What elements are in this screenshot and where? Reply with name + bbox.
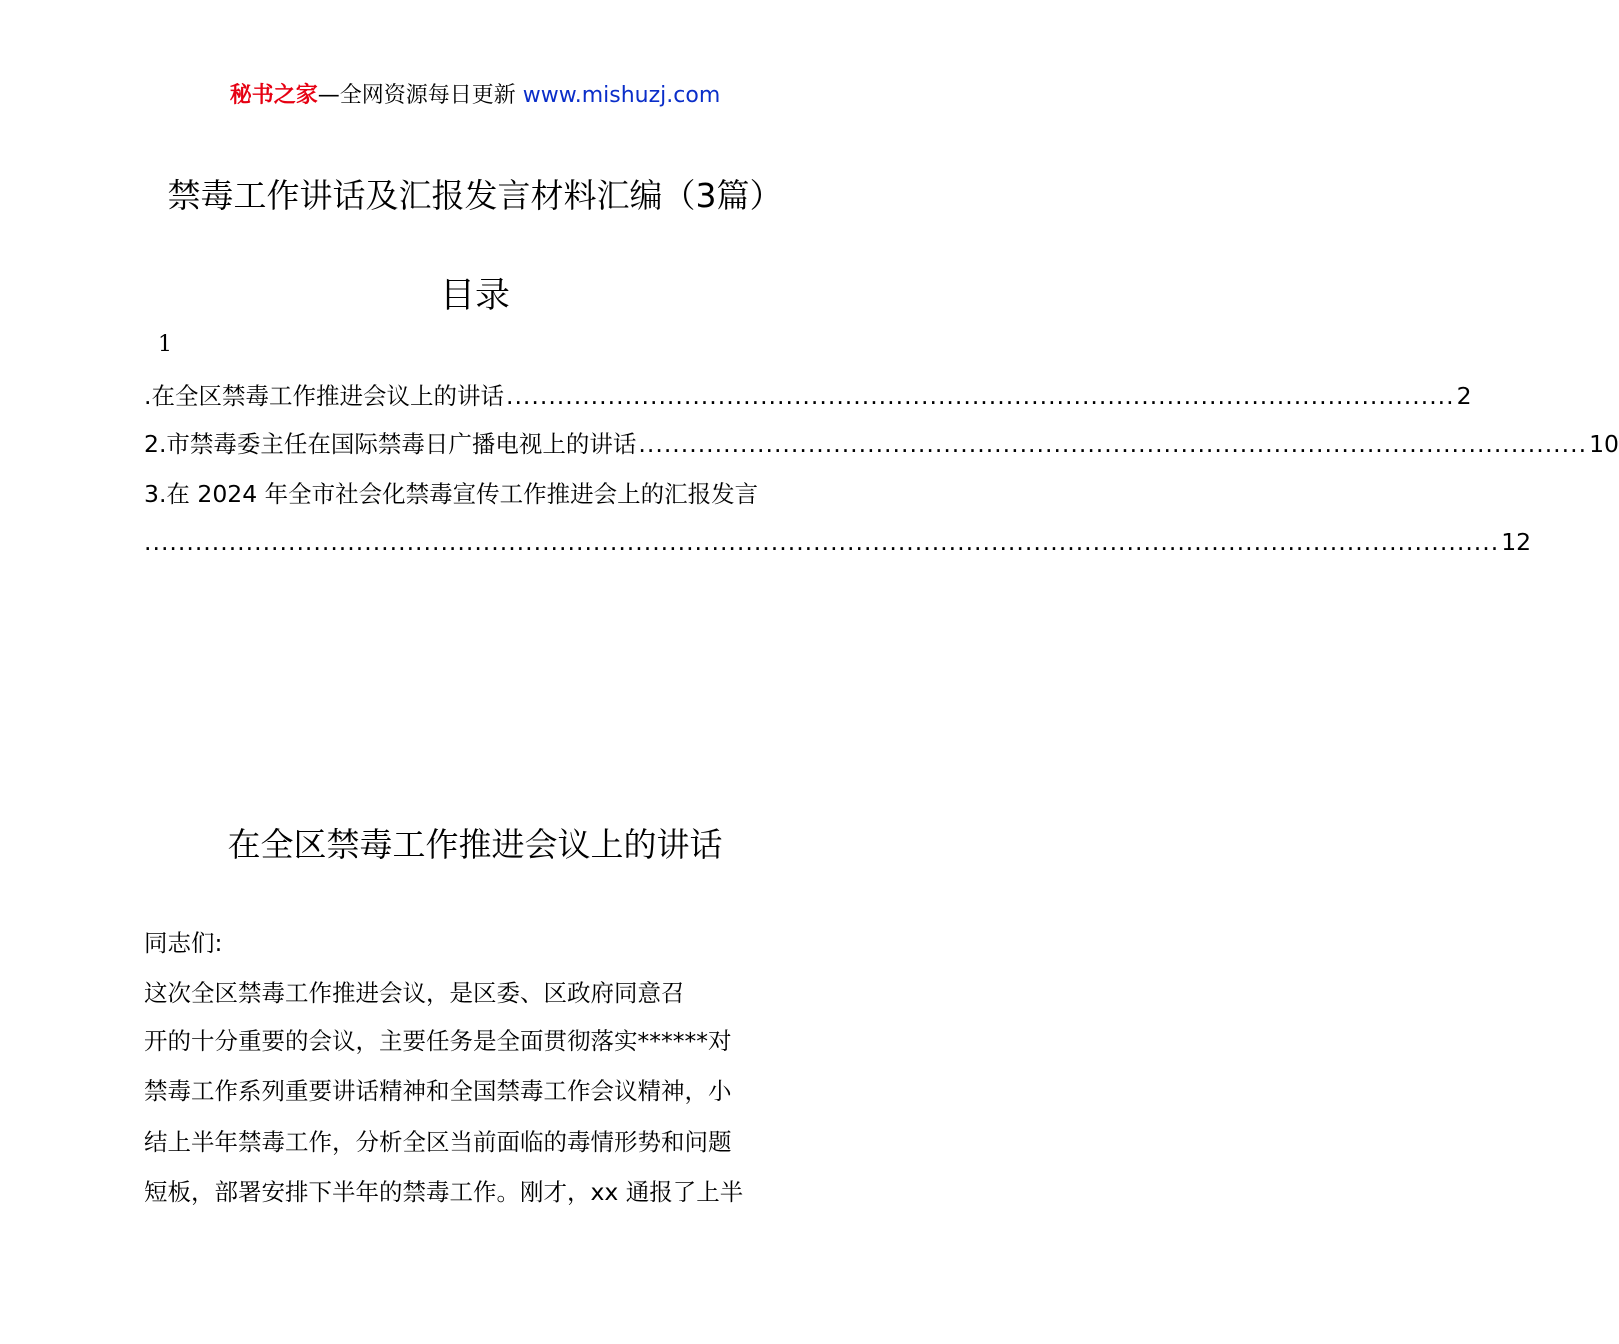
toc-leader-dots: ................................................................................................................ <box>638 430 1588 458</box>
document-title: 禁毒工作讲话及汇报发言材料汇编（3篇） <box>167 176 783 215</box>
toc-leader-dots: ................................................................................................................................................................ <box>144 528 1500 556</box>
greeting: 同志们: <box>144 929 223 957</box>
body-line-2: 开的十分重要的会议，主要任务是全面贯彻落实******对 <box>144 1027 732 1055</box>
header-tagline: —全网资源每日更新 <box>317 83 523 108</box>
body-line-3: 禁毒工作系列重要讲话精神和全国禁毒工作会议精神，小 <box>144 1077 732 1105</box>
toc-entry-1[interactable] <box>144 376 1472 416</box>
body-line-1: 这次全区禁毒工作推进会议，是区委、区政府同意召 <box>144 979 685 1007</box>
toc-entry-3[interactable] <box>144 474 806 514</box>
toc-page-number: 10 <box>1589 430 1619 458</box>
toc-entry-text: .在全区禁毒工作推进会议上的讲话 <box>144 382 504 410</box>
site-header <box>0 80 950 112</box>
toc-entry-3-continuation[interactable] <box>144 522 1532 562</box>
toc-heading: 目录 <box>439 276 510 316</box>
body-line-5: 短板，部署安排下半年的禁毒工作。刚才，xx 通报了上半 <box>144 1178 744 1206</box>
body-line-4: 结上半年禁毒工作，分析全区当前面临的毒情形势和问题 <box>144 1128 732 1156</box>
toc-entry-2[interactable] <box>144 424 1619 464</box>
toc-leader-dots: ................................................................................................................ <box>505 382 1455 410</box>
toc-page-number: 2 <box>1456 382 1472 410</box>
brand-name: 秘书之家 <box>229 83 318 108</box>
site-url-link[interactable]: www.mishuzj.com <box>522 83 721 108</box>
toc-page-number: 12 <box>1501 528 1532 556</box>
section-title: 在全区禁毒工作推进会议上的讲话 <box>227 825 723 864</box>
toc-first-number: 1 <box>158 332 172 357</box>
toc-entry-text: 3.在 2024 年全市社会化禁毒宣传工作推进会上的汇报发言 <box>144 480 759 508</box>
toc-entry-text: 2.市禁毒委主任在国际禁毒日广播电视上的讲话 <box>144 430 637 458</box>
